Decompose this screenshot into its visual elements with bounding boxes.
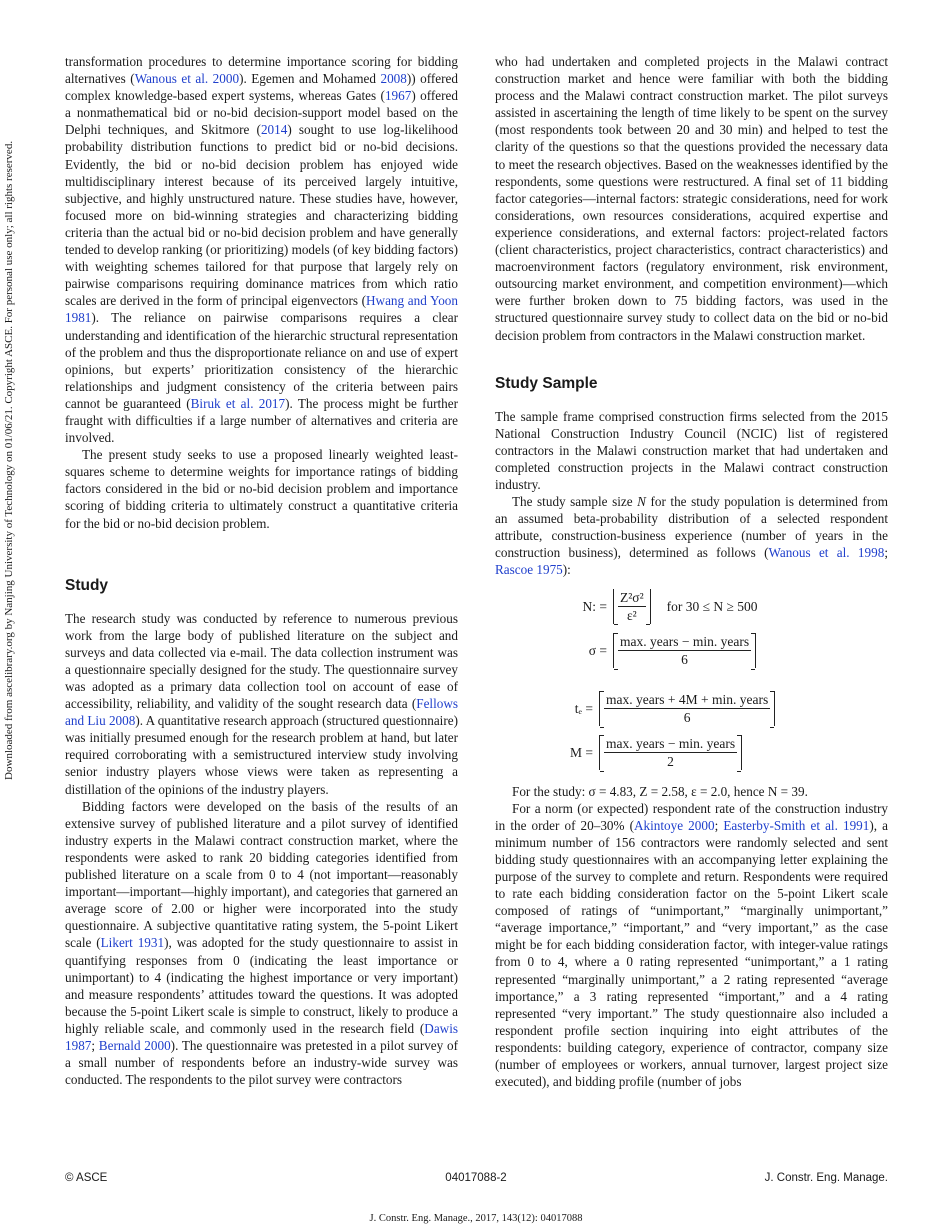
paragraph: transformation procedures to determine importance scoring for bidding alternatives (Wanous et al. 2000). Egemen and Mohamed 2008)) offered complex knowledge-based expert systems, whereas Gates (1967) offered a nonmathematical bid or no-bid decision-support model based on the Delphi techniques, and Skitmore (2014) sought to use log-likelihood probability distribution functions to predict bid or no-bid decisions. Evidently, the bid or no-bid decision problem has enjoyed wide multidisciplinary interest because of its perceived largely intuitive, subjective, and highly unstructured nature. These studies have, however, focused more on bid-winning strategies and characterizing bidding criteria than the actual bid or no-bid decision problem and have generally tended to develop ranking (or prioritizing) models (of key bidding factors) with weighting schemes tailored for that purpose that largely rely on pairwise comparisons requiring dominance matrices from which ratio scales are derived in the form of principal eigenvectors (Hwang and Yoon 1981). The reliance on pairwise comparisons requires a clear understanding and identification of the hierarchic structural representation of the problem and thus the disproportionate reliance on and use of expert opinions, but experts’ prioritization consistency of the hierarchic relationships and judgment consistency of the criteria between pairs cannot be guaranteed (Biruk et al. 2017). The process might be further fraught with difficulties if a large number of alternatives and criteria are involved. <box>65 54 458 446</box>
left-column <box>65 53 458 1088</box>
equation-sigma: σ = $\frac{\text{max. years − min. years}}{6}$ <box>495 629 888 673</box>
reference-link[interactable]: Hwang and Yoon 1981 <box>65 293 458 326</box>
copyright: © ASCE <box>65 1172 108 1184</box>
download-notice <box>3 140 19 1060</box>
paragraph: The study sample size N for the study population is determined from an assumed beta-probability distribution of a selected respondent attribute, construction-business experience (number of years in the construction business), determined as follows (Wanous et al. 1998; Rascoe 1975): <box>495 494 888 578</box>
section-heading-study-sample: Study Sample <box>495 374 598 392</box>
equations-block <box>495 585 888 775</box>
reference-link[interactable]: Dawis 1987 <box>65 1020 458 1053</box>
reference-link[interactable]: Rascoe 1975 <box>495 562 563 578</box>
reference-link[interactable]: Easterby-Smith et al. 1991 <box>723 817 870 833</box>
reference-link[interactable]: 1967 <box>384 88 412 104</box>
paragraph: For the study: σ = 4.83, Z = 2.58, ε = 2.0, hence N = 39. <box>512 783 808 799</box>
journal-name: J. Constr. Eng. Manage. <box>764 1172 888 1184</box>
reference-link[interactable]: Likert 1931 <box>100 935 165 951</box>
reference-link[interactable]: Biruk et al. 2017 <box>190 395 286 411</box>
reference-link[interactable]: Bernald 2000 <box>98 1037 171 1053</box>
citation-line: J. Constr. Eng. Manage., 2017, 143(12): 04017088 <box>369 1213 583 1224</box>
equation-m: M = $\frac{\text{max. years − min. years}}{2}$ <box>495 731 888 775</box>
reference-link[interactable]: Wanous et al. 1998 <box>768 545 885 561</box>
paragraph: Bidding factors were developed on the basis of the results of an extensive survey of published literature and a pilot survey of identified industry experts in the Malawi contract construction market, where the respondents were asked to rank 20 bidding categories identified from published literature on a scale from 0 to 4 (not important—reasonably important—important—highly important), and categories that garnered an average score of 2.00 or higher were incorporated into the study questionnaire. A subjective quantitative rating system, the 5-point Likert scale (Likert 1931), was adopted for the study questionnaire to assist in quantifying responses from 0 (indicating the least importance or unimportant) to 4 (indicating the highest importance or very important) and measure respondents’ attitudes toward the questions. It was adopted because the 5-point Likert scale is simple to construct, likely to produce a highly reliable scale, and commonly used in the research field (Dawis 1987; Bernald 2000). The questionnaire was pretested in a pilot survey of a small number of respondents before an industry-wide survey was conducted. The respondents to the pilot survey were contractors <box>65 798 458 1088</box>
right-column <box>495 53 888 1090</box>
page-number: 04017088-2 <box>445 1172 507 1184</box>
paragraph: The research study was conducted by reference to numerous previous work from the large body of published literature on the subject and surveys and data collected via e-mail. The data collection instrument was a questionnaire specially designed for the study. The questionnaire survey was adopted as a primary data collection tool on account of ease of accessibility, reliability, and validity of the sought research data (Fellows and Liu 2008). A quantitative research approach (structured questionnaire) was initially presumed enough for the research problem at hand, but later required corroborating with a semistructured interview study involving senior industry players whose views were taken as representing a distillation of the opinions of the industry players. <box>65 610 458 797</box>
paragraph: who had undertaken and completed projects in the Malawi contract construction market and hence were familiar with both the bidding process and the Malawi contract construction market. The pilot surveys assisted in ascertaining the length of time likely to be spent on the survey (most respondents took between 20 and 30 min) and helped to test the clarity of the questions so that the questions provided the necessary data to meet the research objectives. Based on the weaknesses identified by the respondents, some questions were restructured. A final set of 11 bidding factor categories—internal factors: strategic considerations, need for work considerations, own resources considerations, acquired expertise and experience considerations, and external factors: project-related factors (client characteristics, project characteristics, contract characteristics) and macroenvironment factors (regulatory environment, risk environment, outsourcing market environment, and competition environment)—which were further broken down to 75 bidding factors, was used in the structured questionnaire survey study to collect data on the bid or no-bid decision problem from contractors in the Malawi construction market. <box>495 54 888 343</box>
section-heading-study: Study <box>65 576 109 594</box>
download-notice-text: Downloaded from ascelibrary.org by Nanjing University of Technology on 01/06/21. Copyright ASCE. For personal use only; all rights reserved. <box>3 140 15 780</box>
reference-link[interactable]: Akintoye 2000 <box>634 817 715 833</box>
reference-link[interactable]: Fellows and Liu 2008 <box>65 696 458 729</box>
paragraph: The present study seeks to use a proposed linearly weighted least-squares scheme to determine weights for importance ratings of bidding factors considered in the bid or no-bid decision problem and importance scoring of bidding criteria to ultimately construct a quantitative criteria for the bid or no-bid decision problem. <box>65 447 458 531</box>
equation-te: tₑ = $\frac{\text{max. years + 4M + min. years}}{6}$ <box>495 687 888 731</box>
reference-link[interactable]: Wanous et al. 2000 <box>134 71 240 87</box>
paragraph: For a norm (or expected) respondent rate of the construction industry in the order of 20–30% (Akintoye 2000; Easterby-Smith et al. 1991), a minimum number of 156 contractors were randomly selected and sent bidding study questionnaires with an accompanying letter explaining the purpose of the survey to complete and return. Respondents were required to rate each bidding consideration factor on the 5-point Likert scale composed of ratings of “unimportant,” “marginally unimportant,” “average importance,” “important,” and “very important,” as the case might be for each bidding consideration factor, with integer-value ratings from 0 to 4, where a 0 rating represented “unimportant,” a 1 rating represented “marginally unimportant,” a 2 rating represented “average importance,” a 3 rating represented “important,” and a 4 rating represented “very important.” The study questionnaire also included a respondent profile section inquiring into eight attributes of the respondents: building category, experience of contractor, company size (number of employees or workers, annual turnover, largest project size executed), and bidding profile (number of jobs <box>495 800 888 1090</box>
reference-link[interactable]: 2008 <box>380 71 407 87</box>
reference-link[interactable]: 2014 <box>260 122 288 138</box>
paragraph: The sample frame comprised construction firms selected from the 2015 National Construction Industry Council (NCIC) list of registered contractors in the Malawi construction market that had undertaken and completed construction projects in the Malawi contract construction industry. <box>495 408 888 492</box>
equation-sample-size: N: = $\frac{\text{Z²σ²}}{\text{ε²}}$ for 30 ≤ N ≥ 500 <box>582 590 758 624</box>
